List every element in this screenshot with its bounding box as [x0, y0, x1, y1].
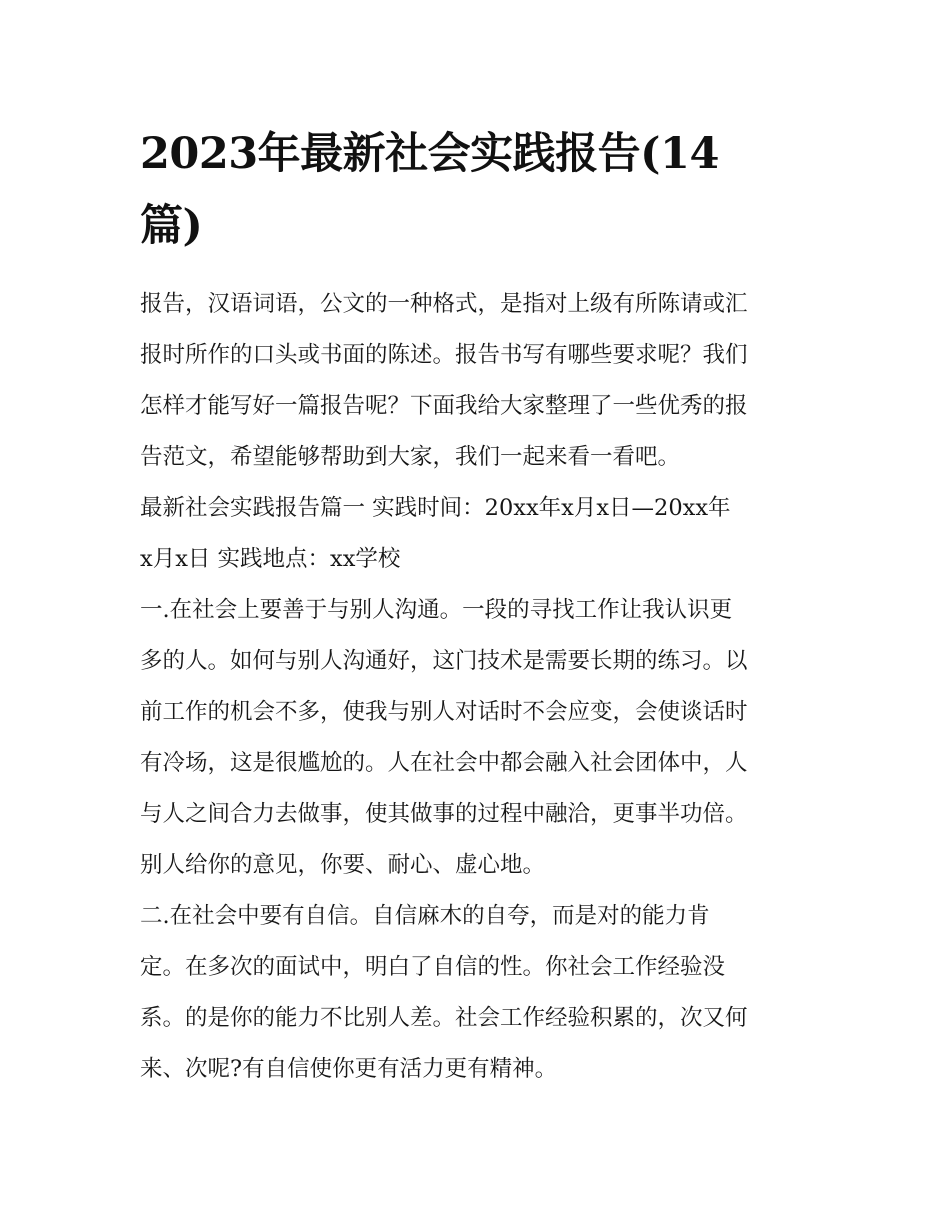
body-line-10: 有冷场，这是很尴尬的。人在社会中都会融入社会团体中，人: [140, 750, 748, 776]
body-line-8: 多的人。如何与别人沟通好，这门技术是需要长期的练习。以: [140, 648, 748, 674]
body-line-15: 系。的是你的能力不比别人差。社会工作经验积累的，次又何: [140, 1005, 748, 1031]
body-line-14: 定。在多次的面试中，明白了自信的性。你社会工作经验没: [140, 954, 726, 980]
body-line-9: 前工作的机会不多，使我与别人对话时不会应变，会使谈话时: [140, 699, 748, 725]
document-body: [140, 279, 820, 1095]
body-line-11: 与人之间合力去做事，使其做事的过程中融洽，更事半功倍。: [140, 801, 748, 827]
body-line-3: 怎样才能写好一篇报告呢？下面我给大家整理了一些优秀的报: [140, 393, 748, 419]
body-line-13: 二.在社会中要有自信。自信麻木的自夸，而是对的能力肯: [140, 903, 710, 929]
body-line-4: 告范文，希望能够帮助到大家，我们一起来看一看吧。: [140, 444, 681, 470]
body-line-1: 报告，汉语词语，公文的一种格式，是指对上级有所陈请或汇: [140, 291, 748, 317]
body-line-12: 别人给你的意见，你要、耐心、虚心地。: [140, 852, 546, 878]
body-line-2: 报时所作的口头或书面的陈述。报告书写有哪些要求呢？我们: [140, 342, 748, 368]
body-line-5: 最新社会实践报告篇一 实践时间：20xx年x月x日—20xx年: [140, 495, 731, 521]
title-line-2: 篇): [140, 201, 203, 251]
title-line-1: 2023年最新社会实践报告(14: [140, 129, 719, 179]
body-line-7: 一.在社会上要善于与别人沟通。一段的寻找工作让我认识更: [140, 597, 733, 623]
body-line-16: 来、次呢?有自信使你更有活力更有精神。: [140, 1056, 558, 1082]
document-title: [140, 118, 810, 262]
body-line-6: x月x日 实践地点：xx学校: [140, 546, 401, 572]
